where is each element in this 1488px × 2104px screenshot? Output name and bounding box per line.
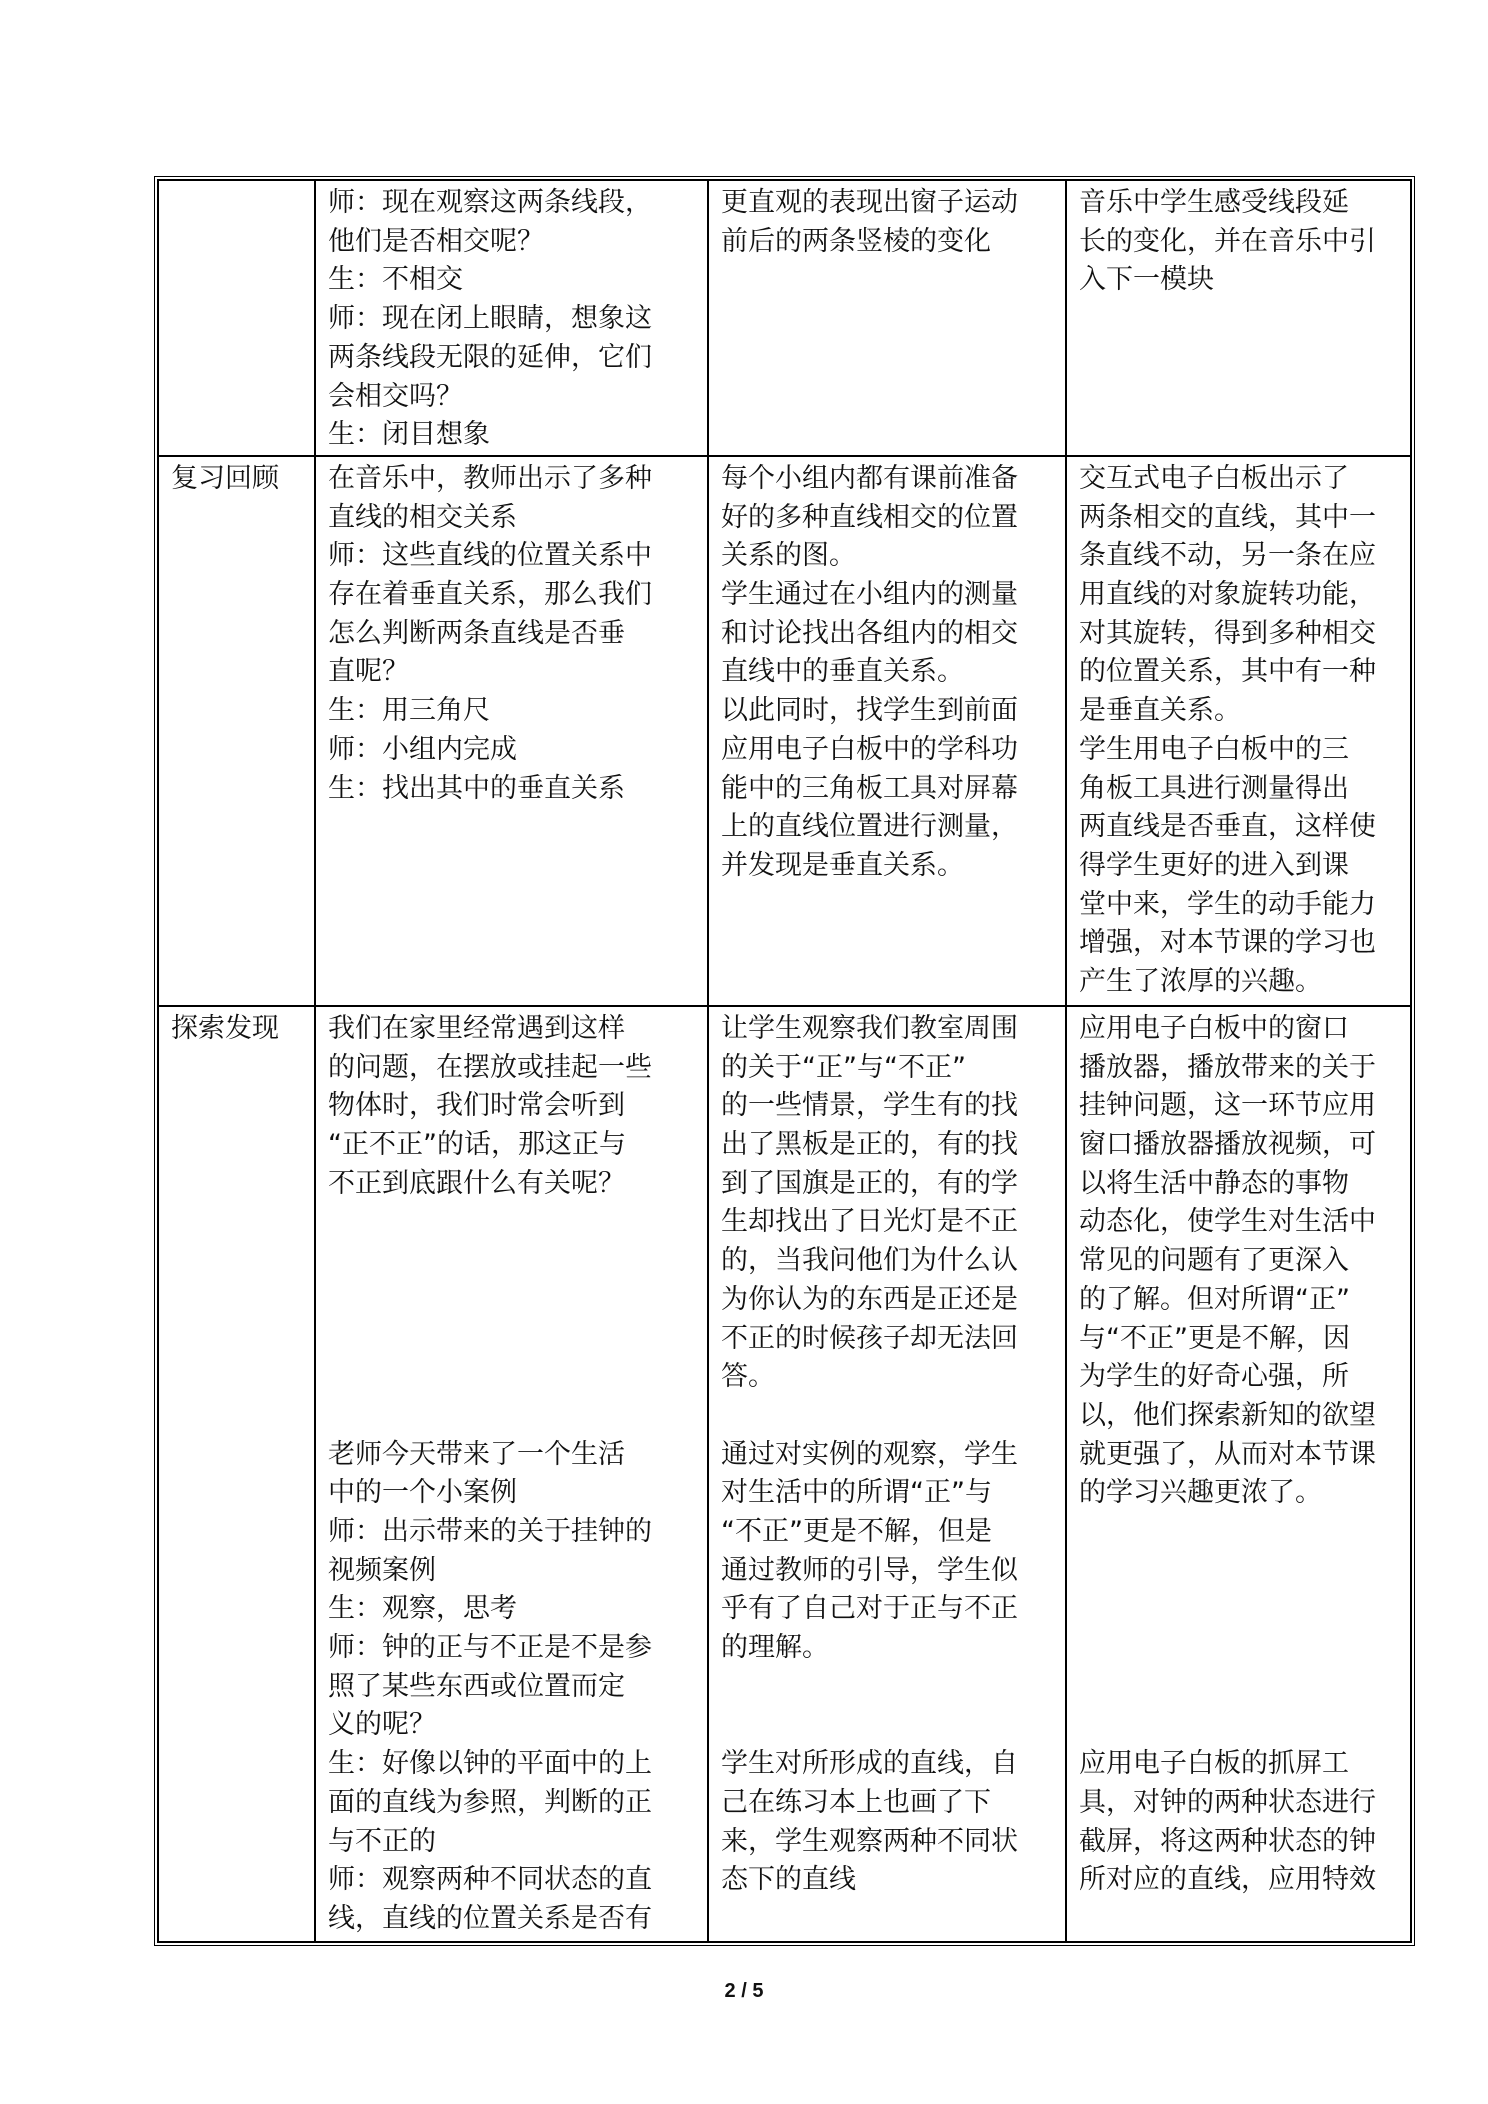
blank-line xyxy=(1079,1668,1398,1707)
cell-text-line: 对其旋转，得到多种相交 xyxy=(1079,617,1376,649)
cell-text-line: 怎么判断两条直线是否垂 xyxy=(328,617,625,649)
cell-text-line: 的了解。但对所谓“正” xyxy=(1079,1283,1350,1315)
blank-line xyxy=(721,1397,1053,1436)
cell-text-line: 用直线的对象旋转功能， xyxy=(1079,579,1376,611)
cell-text-line: 播放器，播放带来的关于 xyxy=(1079,1051,1376,1083)
cell-text-line: 老师今天带来了一个生活 xyxy=(328,1438,625,1470)
student-activity-cell xyxy=(708,456,1066,1006)
cell-text-line: 具，对钟的两种状态进行 xyxy=(1079,1786,1376,1818)
cell-text-line: 与不正的 xyxy=(328,1825,436,1857)
cell-text-line: 的问题，在摆放或挂起一些 xyxy=(328,1051,652,1083)
cell-text-line: 存在着垂直关系，那么我们 xyxy=(328,579,652,611)
stage-cell xyxy=(158,180,315,456)
table-row xyxy=(158,1006,1411,1942)
cell-text-line: 以，他们探索新知的欲望 xyxy=(1079,1399,1376,1431)
cell-text-line: 己在练习本上也画了下 xyxy=(721,1786,991,1818)
cell-text-line: 为你认为的东西是正还是 xyxy=(721,1283,1018,1315)
table-row xyxy=(158,180,1411,456)
cell-text-line: 应用电子白板中的学科功 xyxy=(721,733,1018,765)
cell-text-line: 截屏，将这两种状态的钟 xyxy=(1079,1825,1376,1857)
teacher-activity-cell xyxy=(315,180,708,456)
media-design-cell xyxy=(1066,1006,1411,1942)
cell-text-line: 是垂直关系。 xyxy=(1079,695,1241,727)
student-activity-cell xyxy=(708,1006,1066,1942)
cell-text-line: 两直线是否垂直，这样使 xyxy=(1079,811,1376,843)
blank-line xyxy=(1079,1552,1398,1591)
cell-text-line: 动态化，使学生对生活中 xyxy=(1079,1206,1376,1238)
cell-text-line: 就更强了，从而对本节课 xyxy=(1079,1438,1376,1470)
cell-text-line: 生：好像以钟的平面中的上 xyxy=(328,1748,652,1780)
blank-line xyxy=(328,1397,695,1436)
cell-text-line: 直线的相交关系 xyxy=(328,501,517,533)
cell-text-line: 两条相交的直线，其中一 xyxy=(1079,501,1376,533)
teacher-activity-cell xyxy=(315,1006,708,1942)
cell-text-line: 角板工具进行测量得出 xyxy=(1079,772,1349,804)
teacher-activity-cell xyxy=(315,456,708,1006)
student-activity-cell xyxy=(708,180,1066,456)
media-design-cell xyxy=(1066,456,1411,1006)
cell-text-line: “不正”更是不解，但是 xyxy=(721,1516,992,1548)
blank-line xyxy=(1079,1629,1398,1668)
blank-line xyxy=(328,1281,695,1320)
cell-text-line: 不正到底跟什么有关呢？ xyxy=(328,1167,625,1199)
cell-text-line: 入下一模块 xyxy=(1079,264,1214,296)
cell-text-line: 学生对所形成的直线，自 xyxy=(721,1748,1018,1780)
cell-text-line: 师：出示带来的关于挂钟的 xyxy=(328,1515,652,1547)
cell-text-line: 的，当我问他们为什么认 xyxy=(721,1245,1018,1277)
cell-text-line: 师：这些直线的位置关系中 xyxy=(328,540,652,572)
cell-text-line: 音乐中学生感受线段延 xyxy=(1079,187,1349,218)
cell-text-line: 出了黑板是正的，有的找 xyxy=(721,1129,1018,1161)
cell-text-line: 并发现是垂直关系。 xyxy=(721,849,964,881)
cell-text-line: 学生通过在小组内的测量 xyxy=(721,579,1018,611)
cell-text-line: 师：小组内完成 xyxy=(328,733,517,765)
blank-line xyxy=(1079,1513,1398,1552)
blank-line xyxy=(328,1358,695,1397)
cell-text-line: 师：观察两种不同状态的直 xyxy=(328,1864,652,1896)
blank-line xyxy=(1079,1590,1398,1629)
cell-text-line: 和讨论找出各组内的相交 xyxy=(721,617,1018,649)
cell-text-line: 以此同时，找学生到前面 xyxy=(721,695,1018,727)
cell-text-line: 物体时，我们时常会听到 xyxy=(328,1090,625,1122)
page-number: 2 / 5 xyxy=(724,1980,764,2002)
cell-text-line: 长的变化，并在音乐中引 xyxy=(1079,225,1376,257)
cell-text-line: 增强，对本节课的学习也 xyxy=(1079,927,1376,959)
cell-text-line: 他们是否相交呢？ xyxy=(328,225,544,257)
cell-text-line: 关系的图。 xyxy=(721,540,856,572)
cell-text-line: 会相交吗？ xyxy=(328,380,463,412)
cell-text-line: 以将生活中静态的事物 xyxy=(1079,1167,1349,1199)
cell-text-line: 学生用电子白板中的三 xyxy=(1079,733,1349,765)
cell-text-line: 生：用三角尺 xyxy=(328,695,490,727)
cell-text-line: 为学生的好奇心强，所 xyxy=(1079,1361,1349,1393)
cell-text-line: 条直线不动，另一条在应 xyxy=(1079,540,1376,572)
cell-text-line: 能中的三角板工具对屏幕 xyxy=(721,772,1018,804)
cell-text-line: 生：闭目想象 xyxy=(328,419,490,451)
cell-text-line: 上的直线位置进行测量， xyxy=(721,811,1018,843)
cell-text-line: 堂中来，学生的动手能力 xyxy=(1079,888,1376,920)
cell-text-line: 更直观的表现出窗子运动 xyxy=(721,187,1018,218)
cell-text-line: 答。 xyxy=(721,1361,775,1393)
cell-text-line: 的一些情景，学生有的找 xyxy=(721,1090,1018,1122)
cell-text-line: 生：不相交 xyxy=(328,264,463,296)
stage-label: 探索发现 xyxy=(171,1012,279,1044)
cell-text-line: 常见的问题有了更深入 xyxy=(1079,1245,1349,1277)
cell-text-line: 窗口播放器播放视频，可 xyxy=(1079,1129,1376,1161)
cell-text-line: 对生活中的所谓“正”与 xyxy=(721,1477,992,1509)
stage-label: 复习回顾 xyxy=(171,462,279,494)
cell-text-line: 交互式电子白板出示了 xyxy=(1079,462,1349,494)
cell-text-line: 所对应的直线，应用特效 xyxy=(1079,1864,1376,1896)
cell-text-line: 在音乐中，教师出示了多种 xyxy=(328,462,652,494)
cell-text-line: 两条线段无限的延伸，它们 xyxy=(328,341,652,373)
cell-text-line: 照了某些东西或位置而定 xyxy=(328,1670,625,1702)
cell-text-line: 到了国旗是正的，有的学 xyxy=(721,1167,1018,1199)
cell-text-line: 的位置关系，其中有一种 xyxy=(1079,656,1376,688)
cell-text-line: 态下的直线 xyxy=(721,1864,856,1896)
cell-text-line: 不正的时候孩子却无法回 xyxy=(721,1322,1018,1354)
table-body xyxy=(158,180,1411,1942)
cell-text-line: 挂钟问题，这一环节应用 xyxy=(1079,1090,1376,1122)
stage-cell xyxy=(158,1006,315,1942)
cell-text-line: 视频案例 xyxy=(328,1554,436,1586)
cell-text-line: 好的多种直线相交的位置 xyxy=(721,501,1018,533)
cell-text-line: 乎有了自己对于正与不正 xyxy=(721,1593,1018,1625)
cell-text-line: 的理解。 xyxy=(721,1632,829,1664)
blank-line xyxy=(721,1668,1053,1707)
cell-text-line: 应用电子白板中的窗口 xyxy=(1079,1012,1349,1044)
blank-line xyxy=(328,1203,695,1242)
cell-text-line: 应用电子白板的抓屏工 xyxy=(1079,1748,1349,1780)
cell-text-line: 线，直线的位置关系是否有 xyxy=(328,1903,652,1934)
cell-text-line: 与“不正”更是不解，因 xyxy=(1079,1322,1350,1354)
cell-text-line: 我们在家里经常遇到这样 xyxy=(328,1012,625,1044)
cell-text-line: 得学生更好的进入到课 xyxy=(1079,849,1349,881)
blank-line xyxy=(721,1707,1053,1746)
cell-text-line: 生：观察，思考 xyxy=(328,1593,517,1625)
cell-text-line: 直线中的垂直关系。 xyxy=(721,656,964,688)
cell-text-line: 生：找出其中的垂直关系 xyxy=(328,772,625,804)
cell-text-line: 生却找出了日光灯是不正 xyxy=(721,1206,1018,1238)
cell-text-line: 师：钟的正与不正是不是参 xyxy=(328,1632,652,1664)
cell-text-line: 前后的两条竖棱的变化 xyxy=(721,225,991,257)
cell-text-line: 通过教师的引导，学生似 xyxy=(721,1554,1018,1586)
blank-line xyxy=(328,1320,695,1359)
cell-text-line: 师：现在观察这两条线段， xyxy=(328,187,652,218)
cell-text-line: 的学习兴趣更浓了。 xyxy=(1079,1477,1322,1509)
cell-text-line: 产生了浓厚的兴趣。 xyxy=(1079,966,1322,998)
lesson-plan-table xyxy=(157,179,1412,1943)
cell-text-line: 师：现在闭上眼睛，想象这 xyxy=(328,303,652,335)
media-design-cell xyxy=(1066,180,1411,456)
cell-text-line: 让学生观察我们教室周围 xyxy=(721,1012,1018,1044)
cell-text-line: 的关于“正”与“不正” xyxy=(721,1051,966,1083)
cell-text-line: 通过对实例的观察，学生 xyxy=(721,1438,1018,1470)
blank-line xyxy=(1079,1707,1398,1746)
stage-cell xyxy=(158,456,315,1006)
cell-text-line: 义的呢？ xyxy=(328,1709,436,1741)
cell-text-line: “正不正”的话，那这正与 xyxy=(328,1129,626,1161)
cell-text-line: 直呢？ xyxy=(328,656,409,688)
cell-text-line: 中的一个小案例 xyxy=(328,1477,517,1509)
cell-text-line: 面的直线为参照，判断的正 xyxy=(328,1786,652,1818)
cell-text-line: 来，学生观察两种不同状 xyxy=(721,1825,1018,1857)
table-row xyxy=(158,456,1411,1006)
blank-line xyxy=(328,1242,695,1281)
cell-text-line: 每个小组内都有课前准备 xyxy=(721,462,1018,494)
